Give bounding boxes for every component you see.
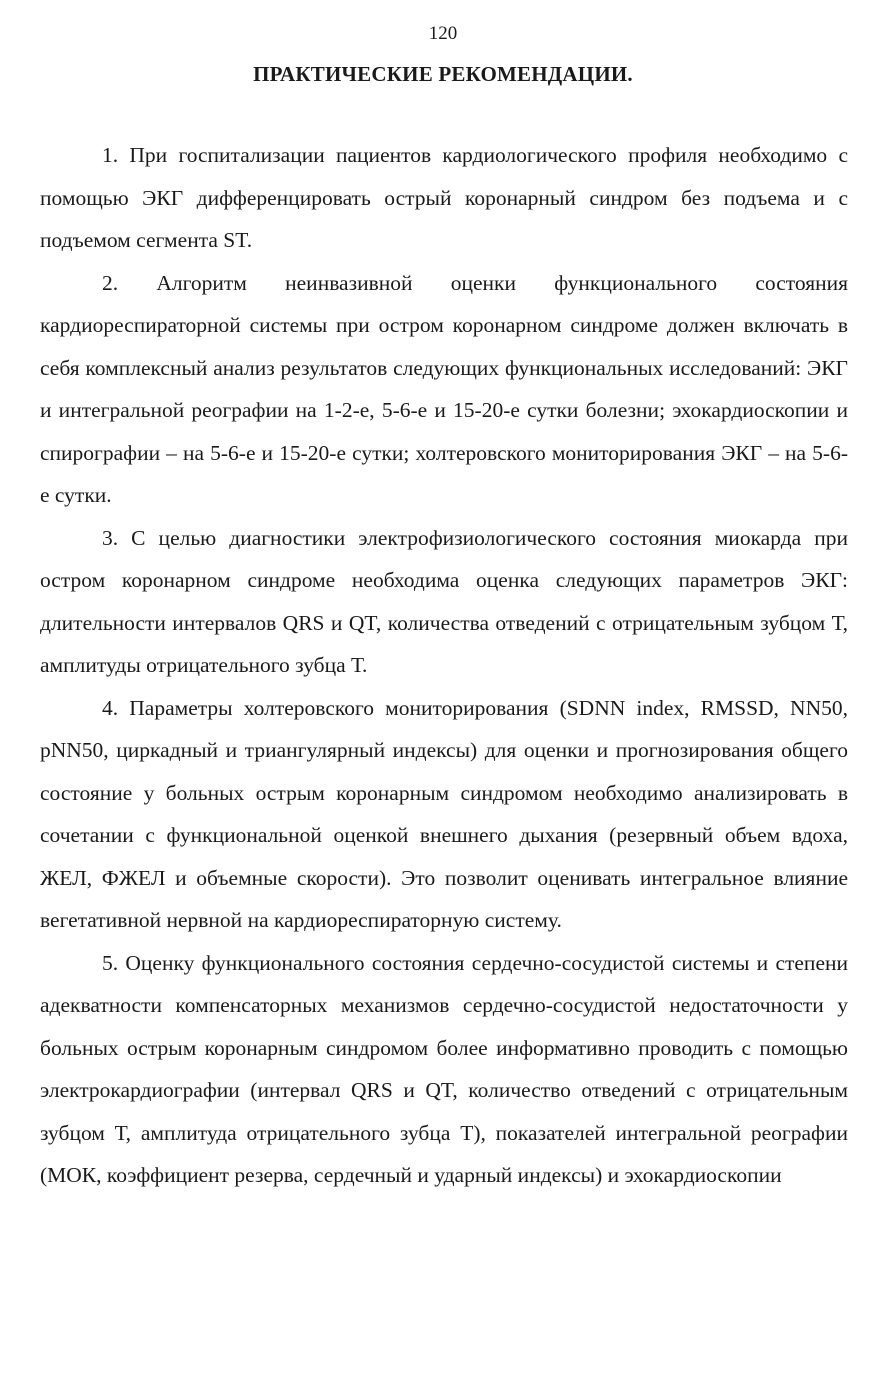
paragraph-2: 2. Алгоритм неинвазивной оценки функционального состояния кардиореспираторной системы при остром коронарном синдроме должен включать в себя комплексный анализ результатов следующих функциональных исследований: ЭКГ и интегральной реографии на 1-2-е, 5-6-е и 15-20-е сутки болезни; эхокардиоскопии и спирографии – на 5-6-е и 15-20-е сутки; холтеровского мониторирования ЭКГ – на 5-6-е сутки. bbox=[40, 270, 848, 507]
paragraph-5: 5. Оценку функционального состояния сердечно-сосудистой системы и степени адекватности компенсаторных механизмов сердечно-сосудистой недостаточности у больных острым коронарным синдромом более информативно проводить с помощью электрокардиографии (интервал QRS и QT, количество отведений с отрицательным зубцом Т, амплитуда отрицательного зубца Т), показателей интегральной реографии (МОК, коэффициент резерва, сердечный и ударный индексы) и эхокардиоскопии bbox=[40, 950, 848, 1187]
paragraph-3: 3. С целью диагностики электрофизиологического состояния миокарда при остром коронарном синдроме необходима оценка следующих параметров ЭКГ: длительности интервалов QRS и QT, количества отведений с отрицательным зубцом Т, амплитуды отрицательного зубца Т. bbox=[40, 525, 848, 677]
page-number: 120 bbox=[428, 23, 458, 44]
paragraph-1: 1. При госпитализации пациентов кардиологического профиля необходимо с помощью ЭКГ дифференцировать острый коронарный синдром без подъема и с подъемом сегмента ST. bbox=[40, 143, 848, 252]
paragraph-4: 4. Параметры холтеровского мониторирования (SDNN index, RMSSD, NN50, pNN50, циркадный и триангулярный индексы) для оценки и прогнозирования общего состояние у больных острым коронарным синдромом необходимо анализировать в сочетании с функциональной оценкой внешнего дыхания (резервный объем вдоха, ЖЕЛ, ФЖЕЛ и объемные скорости). Это позволит оценивать интегральное влияние вегетативной нервной на кардиореспираторную систему. bbox=[40, 695, 848, 932]
recommendations-list bbox=[40, 134, 848, 1197]
page-title: ПРАКТИЧЕСКИЕ РЕКОМЕНДАЦИИ. bbox=[253, 62, 633, 86]
